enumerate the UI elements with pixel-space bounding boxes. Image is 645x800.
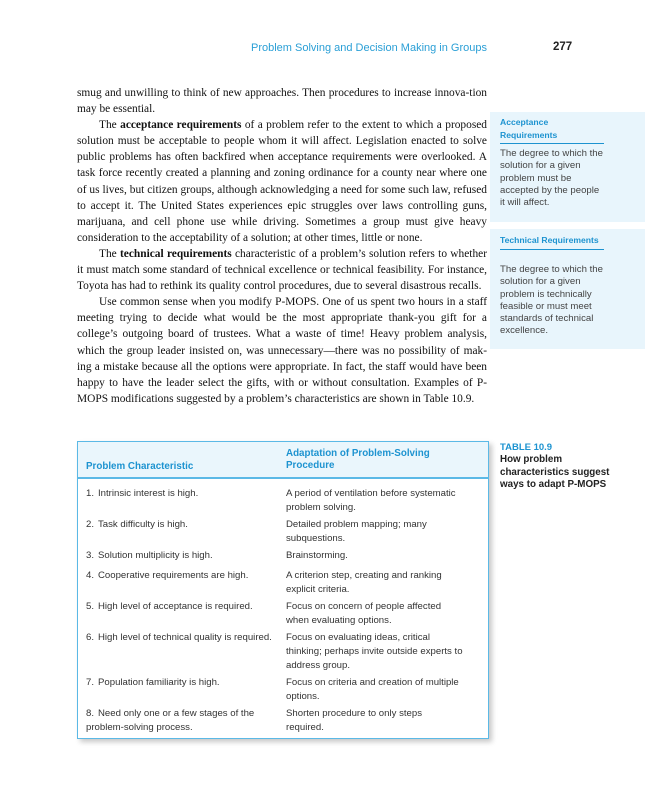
table-title: How problem characteristics suggest ways to adapt P-MOPS [500, 454, 610, 491]
adaptation-cell: Brainstorming. [286, 550, 348, 561]
page-number: 277 [553, 41, 573, 53]
table-header [78, 442, 488, 478]
characteristic-cell: 8. Need only one or a few stages of the problem-solving process. [86, 708, 255, 733]
paragraph-4: Use common sense when you modify P-MOPS. One of us spent two hours in a staff meeting trying to decide what would be the most appropriate thank-you gift for a college’s outgoing board of trustees. What a waste of time! Heavy problem analysis, which the group leader insisted on, was unnecessary—there was no possibility of mak-ing a mistake because all the options were appropriate. In fact, the staff would have been happy to have the leader select the gifts, with or without consultation. Examples of P-MOPS modifications suggested by a problem’s characteristics are shown in Table 10.9. [77, 296, 487, 405]
adaptation-cell: Focus on evaluating ideas, critical thinking; perhaps invite outside experts to address group. [286, 632, 463, 671]
column-header-adaptation: Adaptation of Problem-Solving Procedure [286, 448, 430, 472]
adaptation-cell: Shorten procedure to only steps required. [286, 708, 422, 733]
characteristic-cell: 7. Population familiarity is high. [86, 677, 220, 688]
adaptation-cell: Detailed problem mapping; many subquestions. [286, 519, 427, 544]
adaptation-cell: A period of ventilation before systematic problem solving. [286, 488, 456, 513]
table-caption [500, 441, 610, 492]
margin-term-technical: Technical Requirements [500, 234, 604, 250]
characteristic-cell: 4. Cooperative requirements are high. [86, 570, 249, 581]
table-number: TABLE 10.9 [500, 442, 553, 453]
margin-definition-acceptance: The degree to which the solution for a given problem must be accepted by the people it will affect. [500, 148, 603, 209]
characteristic-cell: 3. Solution multiplicity is high. [86, 550, 213, 561]
term-acceptance-requirements: acceptance requirements [120, 119, 242, 132]
characteristic-cell: 1. Intrinsic interest is high. [86, 488, 199, 499]
header-rule [78, 477, 488, 479]
characteristic-cell: 5. High level of acceptance is required. [86, 601, 253, 612]
adaptation-cell: A criterion step, creating and ranking explicit criteria. [286, 570, 442, 595]
page-header [0, 42, 645, 62]
running-head: Problem Solving and Decision Making in Groups [250, 42, 487, 54]
characteristic-cell: 6. High level of technical quality is required. [86, 632, 272, 643]
paragraph-3: The technical requirements characteristic of a problem’s solution refers to whether it must match some standard of technical excellence or technical feasibility. For instance, Toyota has had to rethink its quality control procedures, due to several disastrous recalls. [77, 247, 487, 293]
adaptation-cell: Focus on concern of people affected when evaluating options. [286, 601, 442, 626]
margin-definition-technical: The degree to which the solution for a given problem is technically feasible or must meet standards of technical excellence. [500, 264, 603, 337]
term-technical-requirements: technical requirements [120, 247, 232, 260]
adaptation-cell: Focus on criteria and creation of multiple options. [286, 677, 459, 702]
characteristic-cell: 2. Task difficulty is high. [86, 519, 188, 530]
table-10-9 [77, 441, 489, 739]
body-text [77, 85, 487, 407]
margin-term-acceptance: Acceptance Requirements [500, 116, 604, 144]
column-header-characteristic: Problem Characteristic [86, 461, 194, 472]
paragraph-2: The acceptance requirements of a problem refer to the extent to which a proposed solution must be acceptable to people whom it will affect. Legislation enacted to solve public problems has often backfired when acceptance requirements were overlooked. A task force recently created a planning and zoning ordinance for a county near where one of us lives, but citizen groups, although acknowledging a need for some such law, refused to accept it. The United States experiences epic struggles over laws controlling guns, marijuana, and cell phone use while driving. Sometimes a group must give heavy consideration to the acceptability of a solution; at other times, little or none. [77, 119, 488, 244]
paragraph-1: smug and unwilling to think of new approaches. Then procedures to increase innova-tion may be essential. [77, 87, 487, 116]
